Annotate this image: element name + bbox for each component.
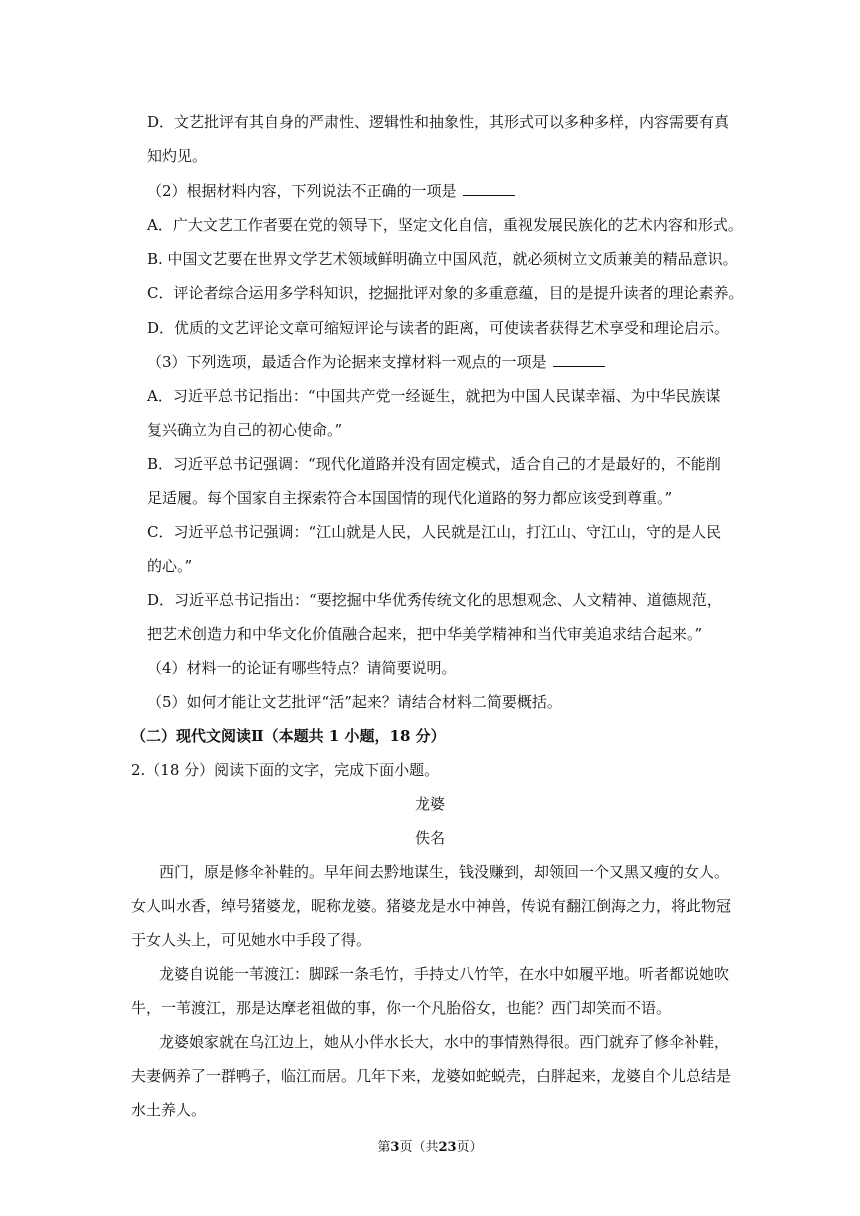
option-2c: C．评论者综合运用多学科知识，挖掘批评对象的多重意蕴，目的是提升读者的理论素养。 xyxy=(147,284,744,302)
page-footer xyxy=(0,1138,860,1158)
option-3b-line1: B．习近平总书记强调：“现代化道路并没有固定模式，适合自己的才是最好的，不能削 xyxy=(147,455,721,473)
option-2b: B. 中国文艺要在世界文学艺术领域鲜明确立中国风范，就必须树立文质兼美的精品意识。 xyxy=(147,250,738,268)
footer-page-number: 3 xyxy=(390,1140,400,1155)
footer-middle: 页（共 xyxy=(399,1140,439,1155)
question-5: （5）如何才能让文艺批评“活”起来？请结合材料二简要概括。 xyxy=(147,693,562,711)
question-intro: 2.（18 分）阅读下面的文字，完成下面小题。 xyxy=(131,761,440,779)
paragraph-2-line2: 牛，一苇渡江，那是达摩老祖做的事，你一个凡胎俗女，也能？西门却笑而不语。 xyxy=(131,999,672,1017)
paragraph-1-line3: 于女人头上，可见她水中手段了得。 xyxy=(131,931,372,949)
option-3c-line2: 的心。” xyxy=(147,557,193,575)
question-2-stem xyxy=(147,181,515,201)
answer-blank[interactable] xyxy=(553,354,605,367)
option-1d-line2: 知灼见。 xyxy=(147,147,208,165)
option-3a-line1: A．习近平总书记指出：“中国共产党一经诞生，就把为中国人民谋幸福、为中华民族谋 xyxy=(147,387,721,405)
footer-total-pages: 23 xyxy=(438,1140,457,1155)
paragraph-1-line2: 女人叫水香，绰号猪婆龙，昵称龙婆。猪婆龙是水中神兽，传说有翻江倒海之力，将此物冠 xyxy=(131,897,732,915)
question-3-text: （3）下列选项，最适合作为论据来支撑材料一观点的一项是 xyxy=(147,353,547,371)
section-heading: （二）现代文阅读Ⅱ（本题共 1 小题，18 分） xyxy=(131,727,446,745)
option-3d-line2: 把艺术创造力和中华文化价值融合起来，把中华美学精神和当代审美追求结合起来。” xyxy=(147,625,703,643)
option-3b-line2: 足适履。每个国家自主探索符合本国国情的现代化道路的努力都应该受到尊重。” xyxy=(147,489,673,507)
footer-prefix: 第 xyxy=(377,1140,391,1155)
option-3a-line2: 复兴确立为自己的初心使命。” xyxy=(147,421,343,439)
question-3-stem xyxy=(147,352,605,372)
paragraph-3-line1: 龙婆娘家就在乌江边上，她从小伴水长大，水中的事情熟得很。西门就弃了修伞补鞋， xyxy=(159,1033,730,1051)
option-3c-line1: C．习近平总书记强调：“江山就是人民，人民就是江山，打江山、守江山，守的是人民 xyxy=(147,523,722,541)
story-title: 龙婆 xyxy=(414,795,445,813)
footer-suffix: 页） xyxy=(456,1140,483,1155)
paragraph-2-line1: 龙婆自说能一苇渡江：脚踩一条毛竹，手持丈八竹竿，在水中如履平地。听者都说她吹 xyxy=(159,965,730,983)
option-2a: A．广大文艺工作者要在党的领导下，坚定文化自信，重视发展民族化的艺术内容和形式。 xyxy=(147,216,743,234)
paragraph-3-line2: 夫妻俩养了一群鸭子，临江而居。几年下来，龙婆如蛇蜕壳，白胖起来，龙婆自个儿总结是 xyxy=(131,1067,732,1085)
question-2-text: （2）根据材料内容，下列说法不正确的一项是 xyxy=(147,182,457,200)
paragraph-3-line3: 水土养人。 xyxy=(131,1101,207,1119)
paragraph-1-line1: 西门，原是修伞补鞋的。早年间去黔地谋生，钱没赚到，却领回一个又黑又瘦的女人。 xyxy=(159,863,730,881)
option-1d-line1: D．文艺批评有其自身的严肃性、逻辑性和抽象性，其形式可以多种多样，内容需要有真 xyxy=(147,113,730,131)
question-4: （4）材料一的论证有哪些特点？请简要说明。 xyxy=(147,659,457,677)
option-2d: D．优质的文艺评论文章可缩短评论与读者的距离，可使读者获得艺术享受和理论启示。 xyxy=(147,319,730,337)
story-author: 佚名 xyxy=(414,829,445,847)
answer-blank[interactable] xyxy=(463,183,515,196)
option-3d-line1: D．习近平总书记指出：“要挖掘中华优秀传统文化的思想观念、人文精神、道德规范， xyxy=(147,591,722,609)
